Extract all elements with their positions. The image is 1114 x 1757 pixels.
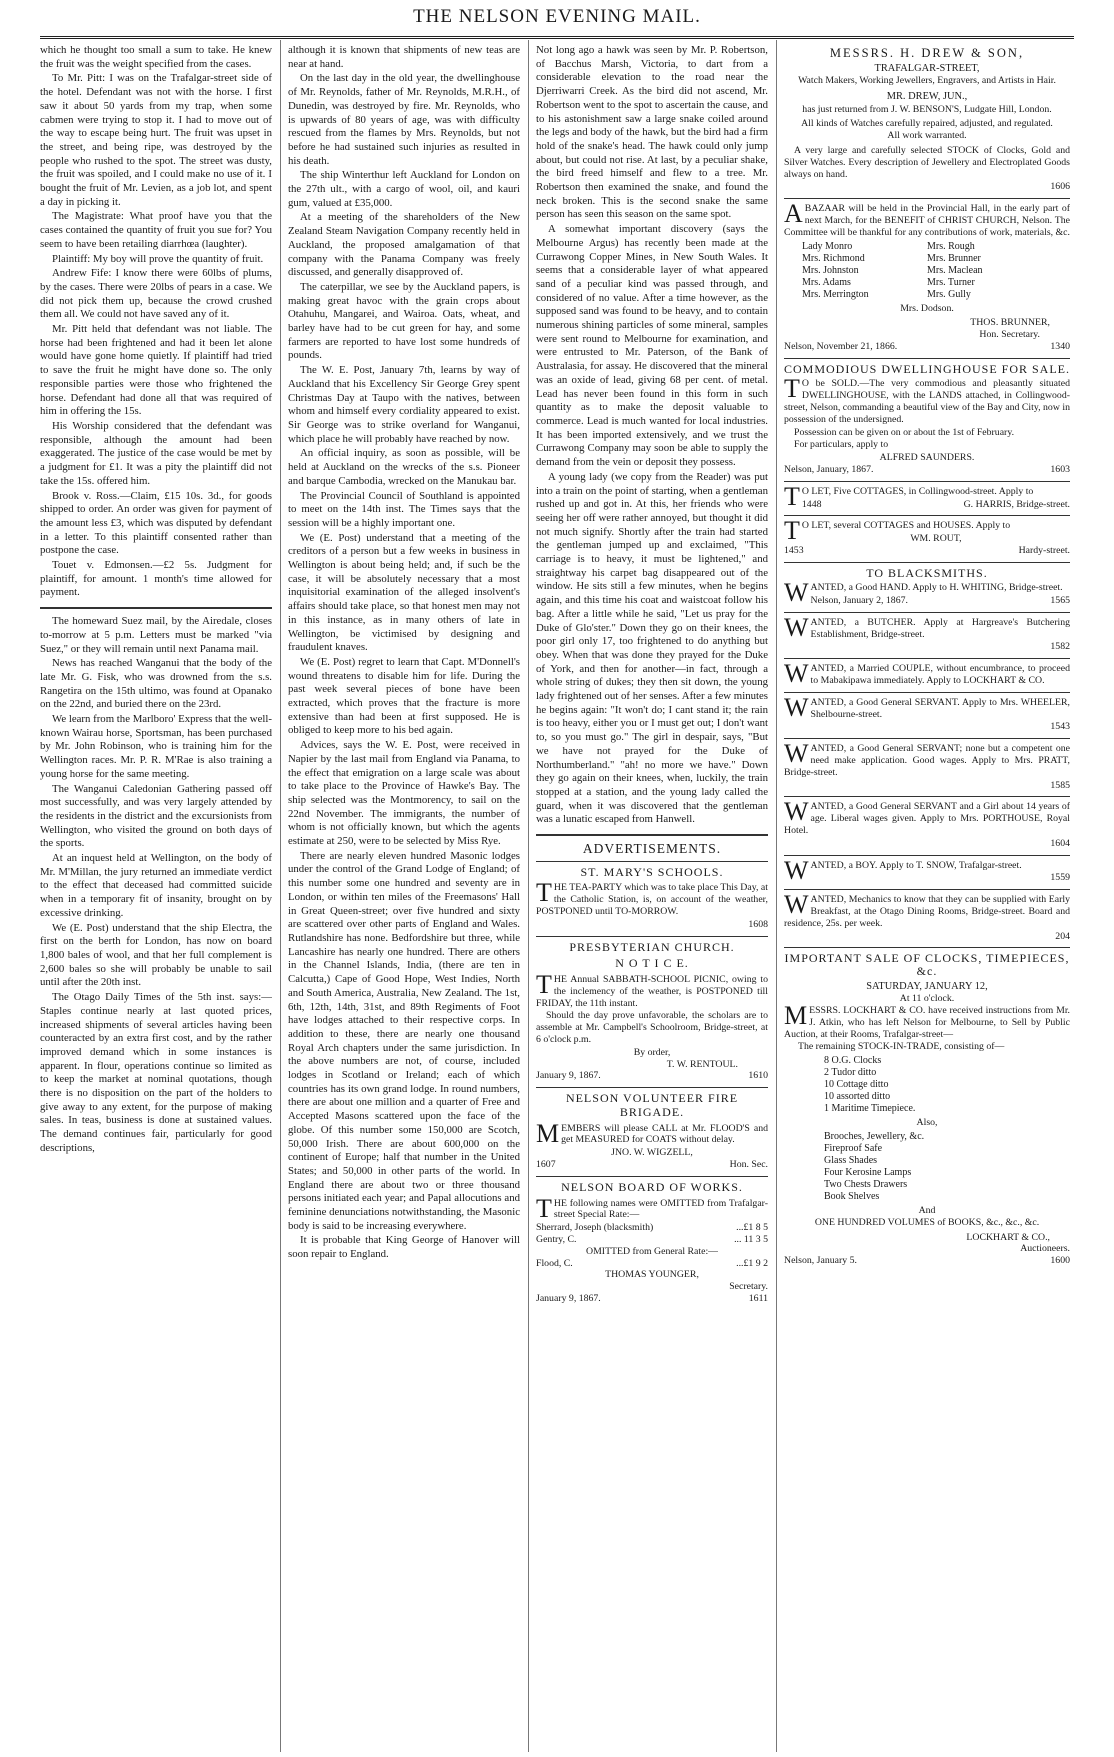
ad-body: TO be SOLD.—The very commodious and pleasantly situated DWELLINGHOUSE, with the LANDS attached, in Collingwood-street, Nelson, commanding a beautiful view of the Bay and City, now in possession of the undersigned. [784,374,1070,425]
paragraph: We (E. Post) understand that a meeting of the creditors of a person but a few weeks in business in Wellington is about being held; and, if such be the case, it will be absolutely necessary that a most inquisitorial examination of the alleged insolvent's affairs should take place, so that honest men may not in this instance, as in many others of late in Wellington, be victimised by designing and fraudulent knaves. [288,531,520,654]
ad-role: Hon. Sec. [729,1159,768,1171]
sale-stock: The remaining STOCK-IN-TRADE, consisting of— [798,1041,1005,1053]
paragraph: At a meeting of the shareholders of the New Zealand Steam Navigation Company recently held in Auckland, the proposed amalgamation of that company with the Panama Company was freely discussed, and generally disapproved of. [288,211,520,279]
paragraph: Andrew Fife: I know there were 60lbs of plums, by the cases. There were 20lbs of pears in a case. We did not pick them up, because the crowd crushed them all. We could not have saved any of it. [40,267,272,321]
ad-body: THE following names were OMITTED from Trafalgar-street Special Rate:— [536,1193,768,1223]
sale-item: Two Chests Drawers [824,1178,908,1190]
ad-body: THE Annual SABBATH-SCHOOL PICNIC, owing to the inclemency of the weather, is POSTPONED till FRIDAY, the 11th instant. [536,970,768,1009]
ad-jun: MR. DREW, JUN., [886,90,968,102]
ad-number: 1543 [1050,721,1070,733]
ad-number: 1559 [1050,872,1070,884]
paragraph: The Magistrate: What proof have you that the cases contained the quantity of fruit you sue for? You seem to have been retailing diarrhœa (laughter). [40,210,272,250]
sale-item: 10 Cottage ditto [824,1079,889,1091]
paragraph: Plaintiff: My boy will prove the quantity of fruit. [52,252,264,265]
column-3 [536,44,768,1744]
paragraph: An official inquiry, as soon as possible, will be held at Auckland on the wrecks of the s.s. Pioneer and barque Cambodia, wrecked on the Manukau bar. [288,447,520,487]
ad-body: Possession can be given on or about the 1st of February. [794,426,1015,438]
paragraph: His Worship considered that the defendant was responsible, although the amount had been exaggerated. The justice of the case would be met by a judgment for £1. It was a pity the plaintiff did not take the 15s. offered him. [40,419,272,487]
ad-street: TRAFALGAR-STREET, [874,62,980,74]
bazaar-names [802,241,1052,301]
ad-stock: A very large and carefully selected STOCK of Clocks, Gold and Silver Watches. Every description of Jewellery and Electroplated Goods always on hand. [784,144,1070,180]
ad-jun-text: has just returned from J. W. BENSON'S, Ludgate Hill, London. [802,103,1052,115]
rule [784,515,1070,516]
ad-number: 1603 [1050,463,1070,475]
paragraph: The homeward Suez mail, by the Airedale, closes to-morrow at 5 p.m. Letters must be marked "via Suez," or they will remain until next Panama mail. [40,615,272,655]
rule [536,861,768,862]
ad-body: MESSRS. LOCKHART & CO. have received instructions from Mr. J. Atkin, who has left Nelson for Melbourne, to Sell by Public Auction, at their Rooms, Trafalgar-street— [784,1000,1070,1040]
ad-wanted [784,692,1070,733]
column-4 [784,44,1070,1744]
sale-item: 10 assorted ditto [824,1091,891,1103]
ad-warrant: All work warranted. [887,130,967,142]
ad-date: Nelson, January, 1867. [784,463,874,475]
paragraph: The caterpillar, we see by the Auckland papers, is making great havoc with the grain crops about Otahuhu, Mangarei, and Wairoa. Oats, wheat, and barley have had to be cut green for hay, and some farmers are reported to have lost some hundreds of pounds. [288,280,520,362]
sale-date: SATURDAY, JANUARY 12, [866,980,988,992]
bazaar-name: Mrs. Rough [927,240,975,252]
ad-signer: G. HARRIS, Bridge-street. [963,498,1070,510]
ad-bazaar [784,199,1070,353]
ad-role: Auctioneers. [1020,1243,1070,1255]
sale-item: 8 O.G. Clocks [824,1055,882,1067]
ad-repair: All kinds of Watches carefully repaired, adjusted, and regulated. [801,118,1053,130]
sale-item: Four Kerosine Lamps [824,1166,912,1178]
ad-body: Should the day prove unfavorable, the scholars are to assemble at Mr. Campbell's Schoolroom, Bridge-street, at 6 o'clock p.m. [536,1010,768,1046]
rule [536,1087,768,1088]
ad-wanted [784,797,1070,849]
ad-title: NELSON VOLUNTEER FIRE BRIGADE. [565,1091,739,1119]
sale-items [824,1131,1070,1203]
ad-wanted [784,855,1070,885]
paragraph: Brook v. Ross.—Claim, £15 10s. 3d., for goods shipped to order. An order was given for payment of the amount less £3, which was disputed by defendant in a letter. To this plaintiff consented rather than postpone the case. [40,489,272,557]
ad-body: THE TEA-PARTY which was to take place This Day, at the Catholic Station, is, on account of the weather, POSTPONED until TO-MORROW. [536,878,768,918]
paragraph: Mr. Pitt held that defendant was not liable. The horse had been frightened and had it been let alone would have gone home quietly. If plaintiff had tried to save the fruit he might have done so. The only responsible parties were those who frightened the horse. Defendant had done all that was required of him in offering the 15s. [40,323,272,418]
ad-number: 1448 [801,498,822,510]
paragraph: There are nearly eleven hundred Masonic lodges under the control of the Grand Lodge of England; of this number some one hundred and seventy are in London, or within ten miles of the Freemasons' Hall in Great Queen-street; over five hundred and sixty are scattered over other parts of England and Wales. Rutlandshire has none. Bedfordshire but three, while Lancashire has nearly one hundred. There are others in the Channel Islands, India, (there are ten in Calcutta,) Cape of Good Hope, West Indies, North and South America, Australia, New Zealand. The 1st, 6th, 12th, 14th, 31st, and 89th Regiments of Foot have lodges attached to their respective corps. In addition to these, there are nearly one thousand Royal Arch chapters under the same jurisdiction. In the above numbers are not, of course, included lodges in Scotland or Ireland; each of which countries has its own grand lodge. In round numbers, there are about one million and a quarter of Free and Accepted Masons scattered upon the face of the globe. Of this number some 150,000 are Scotch, 50,000 Irish. There are about 600,000 on the continent of Europe; half that number in the United States; and 50,000 in other parts of the world. In England there are about two or three thousand persons initiated each year; and Papal allocutions and feminine denunciations notwithstanding, the Masonic body is said to be increasing everywhere. [288,849,520,1232]
rule [784,947,1070,948]
rule [784,855,1070,856]
paragraph: A somewhat important discovery (says the Melbourne Argus) has recently been made at the Currawong Copper Mines, in New South Wales. It seems that a considerable layer of what appeared sand of a peculiar kind was passed through, and considered of no value. After a time however, as the supposed sand was found to be heavy, and to contain numerous shining particles of some mineral, samples were sent round to Melbourne for examination, and were entrusted to Mr. Paterson, of the Bank of Australasia, for assay. He discovered that the mineral was an oxide of lead, giving 68 per cent. of metal. Lead has never been found in this form in such quantity as to make the deposit valuable to commerce. Lead is much wanted for local industries. It has been imported extensively, and we trust the Currawong Company may soon be able to supply the demand from the vein or deposit they possess. [536,223,768,469]
bazaar-name: Mrs. Dodson. [900,302,954,314]
ad-number: 1610 [748,1070,768,1082]
ad-blacksmiths [784,567,1070,607]
bazaar-name: Lady Monro [802,240,853,252]
bazaar-name: Mrs. Maclean [927,264,983,276]
paragraph: We learn from the Marlboro' Express that the well-known Wairau horse, Sportsman, has been purchased by Mr. John Robinson, who is training him for the Wellington races. Mr. P. R. M'Rae is also training a young horse for the same meeting. [40,713,272,780]
ad-number: 1608 [748,918,768,930]
ad-number: 1585 [1050,779,1070,791]
ad-signer: WM. ROUT, [910,533,962,545]
rule [784,562,1070,563]
ad-signer: THOS. BRUNNER, [970,317,1050,329]
ad-to-let-1 [784,481,1070,511]
ad-title: IMPORTANT SALE OF CLOCKS, TIMEPIECES, &c. [784,951,1070,978]
ad-body: ABAZAAR will be held in the Provincial Hall, in the early part of next March, for the BENEFIT of CHRIST CHURCH, Nelson. The Committee will be thankful for any contributions of work, materials, &c. [784,199,1070,238]
rate-amount: ... 11 3 5 [734,1233,768,1245]
ad-wanted [784,890,1070,942]
rule [784,612,1070,613]
ad-body: WANTED, a BUTCHER. Apply at Hargreave's Butchering Establishment, Bridge-street. [784,612,1070,642]
paragraph: although it is known that shipments of new teas are near at hand. [288,44,520,70]
ad-number: 1604 [1050,837,1070,849]
paragraph: To Mr. Pitt: I was on the Trafalgar-street side of the hotel. Defendant was not with the horse. I first saw it about 50 yards from my trap, when some cabmen were trying to stop it. I had to move out of the way to escape being hurt. The fruit was upset in the street, and being ripe, was destroyed by the people who rushed to the spot. The street was dusty, the fruit was spoiled, and I could make no use of it. I bought the fruit of Mr. Levien, as a job lot, and spent a day in picking it. [40,72,272,208]
paragraph: The W. E. Post, January 7th, learns by way of Auckland that his Excellency Sir George Grey spent Christmas Day at Taupo with the natives, between whom and himself every cordiality appeared to exist. Sir George was to strike overland for Wanganui, which place he will probably have reached by now. [288,364,520,445]
ad-number: 1582 [1050,641,1070,653]
ad-date: Nelson, January 2, 1867. [810,595,908,607]
ad-clock-sale [784,952,1070,1267]
rule [784,692,1070,693]
ad-title: PRESBYTERIAN CHURCH. [569,939,735,954]
ad-drew [784,47,1070,193]
paragraph: News has reached Wanganui that the body of the late Mr. G. Fisk, who was drowned from the s.s. Rangetira on the 15th ultimo, was found at Opanako on the 22nd, and buried there on the 23rd. [40,657,272,711]
rule [784,796,1070,797]
column-divider [528,40,529,1752]
rate-amount: ...£1 9 2 [736,1257,768,1269]
ad-wanted [784,739,1070,791]
ad-role: Hon. Secretary. [979,329,1040,341]
paragraph: which he thought too small a sum to take. He knew the fruit was the weight specified from the cases. [40,44,272,70]
ad-body: TO LET, Five COTTAGES, in Collingwood-street. Apply to [784,481,1034,511]
ad-apply: For particulars, apply to [794,439,889,451]
rate-name: Sherrard, Joseph (blacksmith) [536,1222,654,1234]
ad-number: 1611 [748,1292,768,1304]
column-divider [280,40,281,1752]
paragraph: The Wanganui Caledonian Gathering passed off most successfully, and was very largely attended by the residents in the district and the excursionists from Wellington, who visited the ground on both days of the sports. [40,782,272,850]
sale-time: At 11 o'clock. [899,993,955,1005]
sale-item: Fireproof Safe [824,1142,883,1154]
paragraph: We (E. Post) regret to learn that Capt. M'Donnell's wound threatens to disable him for life. During the past week several pieces of bone have been extracted, which proves that the fracture is more extensive than had been at first supposed. He is obliged to keep more to his bed again. [288,655,520,737]
sale-item: Book Shelves [824,1190,880,1202]
ad-signer: THOMAS YOUNGER, [605,1269,699,1281]
sale-also: Also, [916,1117,938,1129]
rate-name: Gentry, C. [536,1233,577,1245]
ad-body: WANTED, a Good General SERVANT; none but a competent one need make application. Good wages. Apply to Mrs. PRATT, Bridge-street. [784,739,1070,778]
sale-item: Brooches, Jewellery, &c. [824,1130,925,1142]
ad-title: ST. MARY'S SCHOOLS. [580,864,724,879]
sale-books: ONE HUNDRED VOLUMES of BOOKS, &c., &c., &c. [814,1216,1040,1228]
bazaar-name: Mrs. Gully [927,288,971,300]
ad-wanted [784,659,1070,689]
ad-number: 1606 [1050,181,1070,193]
ad-body: TO LET, several COTTAGES and HOUSES. Apply to [784,516,1011,546]
column-2 [288,44,520,1744]
ad-body: MEMBERS will please CALL at Mr. FLOOD'S and get MEASURED for COATS without delay. [536,1118,768,1148]
ad-address: Hardy-street. [1018,544,1070,556]
ad-date: January 9, 1867. [536,1070,601,1082]
ad-trade: Watch Makers, Working Jewellers, Engravers, and Artists in Hair. [798,75,1056,87]
column-divider [776,40,777,1752]
ad-date: Nelson, November 21, 1866. [784,340,898,352]
bazaar-name: Mrs. Adams [802,276,851,288]
rate-name: Flood, C. [536,1257,573,1269]
paragraph: The Otago Daily Times of the 5th inst. says:—Staples continue nearly at last quoted prices, increased shipments of several articles having been counteracted by an extra first cost, and by the rather improved demand which in some instances is apparent. In flour, operations continue so limited as to keep the market at nominal quotations, though there is no disposition on the part of the holders to give away to any extent, for the purpose of making sales. In teas, business is done at sustained values. The demand continues fair, particularly for good descriptions, [40,991,272,1154]
rule [784,658,1070,659]
ad-role: Secretary. [729,1281,768,1293]
ad-to-let-2 [784,516,1070,556]
sale-item: 2 Tudor ditto [824,1067,877,1079]
rule [536,1176,768,1177]
ad-number: 204 [1055,930,1070,942]
ad-presbyterian [536,941,768,1083]
paragraph: The ship Winterthur left Auckland for London on the 27th ult., with a cargo of wool, oil, and kauri gum, valued at £35,000. [288,169,520,209]
ad-by-order: By order, [633,1046,671,1058]
ad-body: WANTED, Mechanics to know that they can be supplied with Early Breakfast, at the Otago Dining Rooms, Bridge-street. Board and residence, 25s. per week. [784,890,1070,929]
ad-board-of-works [536,1181,768,1305]
paragraph: A young lady (we copy from the Reader) was put into a train on the point of starting, when a gentleman rushed up and got in. At this, her friends who were seeing her off were rather annoyed, but thought it did not much signify. Shortly after the train had started the gentleman jumped up and exclaimed, "This carriage is to heavy, it must be lightened," and straightway his carpet bag disappeared out of the window. He sits still a few minutes, when he begins again, and this time his coat and waistcoat follow his bag. After a little while he said, "Let us pray for the Duke of Glo'ster." Down they go on their knees, the poor girl only 17, too frightened to do anything but obey. When that was done they prayed for the Duke of York, and then for another—in fact, through a whole string of dukes; they then sit down, the young lady frightened out of her senses. After a few minutes he begins again: "It won't do; I cant stand it; the rain is too heavy, either you or I must get out; I don't want to, so you must go." The girl in despair, says, "But we have not prayed for the Duke of Northumberland." "ah! no more we have." Down they go again on their knees, when, luckily, the train stopped at a station, and the young lady called the guard, when it was discovered that the gentleman was a lunatic escaped from Hanwell. [536,470,768,826]
ad-title: NELSON BOARD OF WORKS. [561,1179,743,1194]
sale-item: 1 Maritime Timepiece. [824,1103,916,1115]
ad-signer: JNO. W. WIGZELL, [611,1147,693,1159]
rate-amount: ...£1 8 5 [736,1222,768,1234]
ad-number: 1607 [536,1159,556,1171]
ad-signer: T. W. RENTOUL. [666,1058,738,1070]
ad-subheading: OMITTED from General Rate:— [586,1245,718,1257]
ad-number: 1565 [1050,595,1070,607]
bazaar-name: Mrs. Merrington [802,288,869,300]
ad-title: COMMODIOUS DWELLINGHOUSE FOR SALE. [784,361,1070,376]
rule [784,481,1070,482]
ad-signer: LOCKHART & CO., [966,1231,1050,1243]
rule [784,198,1070,199]
bazaar-name: Mrs. Brunner [927,252,981,264]
ad-number: 1453 [784,544,804,556]
ad-date: January 9, 1867. [536,1292,601,1304]
ad-dwelling [784,363,1070,476]
ad-wanted [784,612,1070,653]
sale-item: Glass Shades [824,1154,878,1166]
masthead: THE NELSON EVENING MAIL. [413,6,701,27]
sale-items [824,1055,1070,1115]
paragraph: The Provincial Council of Southland is appointed to meet on the 14th inst. The Times says that the session will be a highly important one. [288,489,520,529]
section-rule [536,834,768,836]
ad-number: 1600 [1050,1255,1070,1267]
ad-body: WANTED, a Married COUPLE, without encumbrance, to proceed to Mabakipawa immediately. Apply to LOCKHART & CO. [784,659,1070,689]
ad-title: TO BLACKSMITHS. [866,565,988,580]
paragraph: Not long ago a hawk was seen by Mr. P. Robertson, of Bacchus Marsh, Victoria, to dart from a considerable elevation to the road near the Djerriwarri Creek. As the bird did not ascend, Mr. Robertson went to the spot to ascertain the cause, and to his astonishment saw a large snake coiled around the legs and body of the hawk, but the bird had a firm hold of the snake's head. The hawk could only jump about, but could not rise. At last, by a peculiar shake, the bird freed himself and flew to a tree. Mr. Robertson then examined the snake, and found the neck broken. This is the second snake the same person has seen this season on the same spot. [536,44,768,221]
ad-body: WANTED, a BOY. Apply to T. SNOW, Trafalgar-street. [784,855,1022,885]
column-1 [40,44,272,1744]
ad-number: 1340 [1050,340,1070,352]
paragraph: At an inquest held at Wellington, on the body of Mr. M'Millan, the jury returned an immediate verdict to the effect that deceased had committed suicide when in a temporary fit of insanity, brought on by excessive drinking. [40,852,272,919]
paragraph: We (E. Post) understand that the ship Electra, the first on the berth for London, has now on board 1,800 bales of wool, and that her full complement is 2,600 bales so she will probably be unable to sail until after the 20th inst. [40,921,272,989]
rule [784,738,1070,739]
sale-and: And [918,1204,936,1216]
masthead-rule [40,36,1074,39]
section-rule [40,607,272,609]
ad-title: MESSRS. H. DREW & SON, [829,46,1025,60]
paragraph: On the last day in the old year, the dwellinghouse of Mr. Reynolds, father of Mr. Reynolds, M.R.H., of Dunedin, was destroyed by fire. Mr. Reynolds, who is upwards of 80 years of age, was with difficulty rescued from the flames by Mrs. Reynolds, but not before he had sustained such injuries as resulted in his death. [288,72,520,167]
bazaar-name: Mrs. Johnston [802,264,859,276]
ad-body: WANTED, a Good General SERVANT. Apply to Mrs. WHEELER, Shelbourne-street. [784,692,1070,722]
rule [784,358,1070,359]
ad-body: WANTED, a Good General SERVANT and a Girl about 14 years of age. Liberal wages given. Apply to Mrs. PORTHOUSE, Royal Hotel. [784,797,1070,837]
ad-date: Nelson, January 5. [784,1255,857,1267]
ad-body: WANTED, a Good HAND. Apply to H. WHITING, Bridge-street. [784,578,1063,608]
ad-signer: ALFRED SAUNDERS. [879,452,975,464]
paragraph: Advices, says the W. E. Post, were received in Napier by the last mail from England via Panama, to the effect that emigration on a large scale was about to take place to the Province of Hawke's Bay. The ship selected was the Montmorency, to sail on the 22nd November. The immigrants, the number of whom is not officially known, but which the agents estimate at 250, were to be selected by Miss Rye. [288,739,520,848]
ads-heading: ADVERTISEMENTS. [582,841,722,857]
ad-fire-brigade [536,1092,768,1171]
bazaar-name: Mrs. Turner [927,276,975,288]
rule [536,936,768,937]
rule [784,889,1070,890]
ad-st-marys [536,866,768,931]
ad-notice: N O T I C E. [615,956,689,971]
bazaar-name: Mrs. Richmond [802,252,865,264]
paragraph: Touet v. Edmonsen.—£2 5s. Judgment for plaintiff, for amount. 1 month's time allowed for payment. [40,559,272,599]
paragraph: It is probable that King George of Hanover will soon repair to England. [288,1234,520,1261]
